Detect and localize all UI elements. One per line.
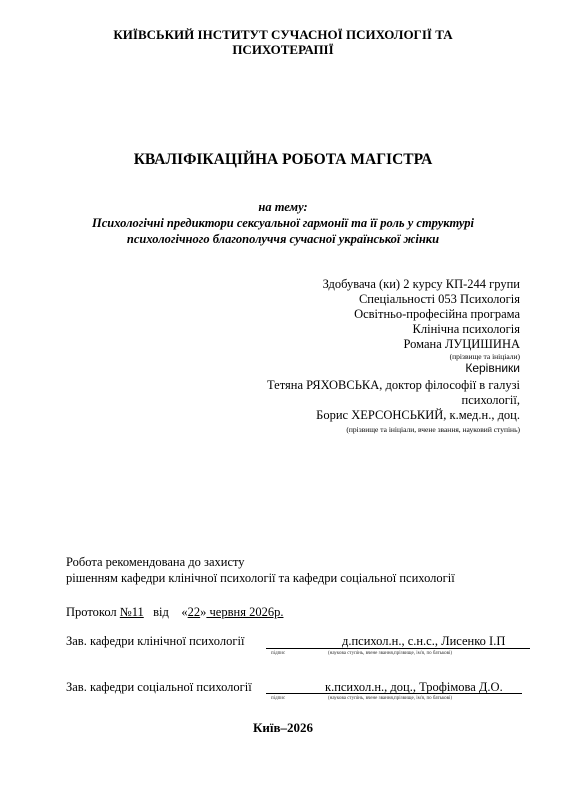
protocol-date-open: « — [181, 605, 188, 619]
student-name: Романа ЛУЦИШИНА — [403, 337, 520, 351]
institute-line-2: ПСИХОТЕРАПІЇ — [232, 42, 334, 57]
recommendation-line-2: рішенням кафедри клінічної психології та кафедри соціальної психології — [66, 571, 455, 585]
student-specialty: Спеціальності 053 Психологія — [358, 292, 520, 306]
head-clinical-sign-note: підпис — [271, 651, 286, 656]
document-title: КВАЛІФІКАЦІЙНА РОБОТА МАГІСТРА — [133, 151, 433, 168]
institute-name — [0, 27, 566, 57]
protocol-day: 22 — [187, 605, 201, 619]
protocol-prefix: Протокол — [66, 605, 120, 619]
protocol-month-year: червня 2026р. — [206, 605, 284, 619]
supervisor-1-cont: психології, — [461, 393, 520, 407]
recommendation — [66, 554, 455, 586]
recommendation-line-1: Робота рекомендована до захисту — [66, 555, 245, 569]
head-clinical-info-note: (наукова ступінь, вчене звання,прізвище, ім'я, по батькові) — [328, 651, 453, 656]
student-name-note: (прізвище та ініціали) — [449, 352, 520, 361]
head-social-person: к.психол.н., доц., Трофімова Д.О. — [325, 680, 503, 694]
footer-city-year: Київ–2026 — [252, 720, 314, 735]
institute-line-1: КИЇВСЬКИЙ ІНСТИТУТ СУЧАСНОЇ ПСИХОЛОГІЇ ТА — [113, 27, 453, 42]
topic-label: на тему: — [258, 200, 308, 214]
protocol-line — [66, 605, 283, 620]
supervisors-label: Керівники — [465, 361, 520, 375]
head-clinical-label: Зав. кафедри клінічної психології — [66, 634, 245, 648]
supervisors-note: (прізвище та ініціали, вчене звання, науковий ступінь) — [346, 425, 520, 434]
student-program: Освітньо-професійна програма — [354, 307, 520, 321]
protocol-date-close: » — [200, 605, 207, 619]
supervisor-2: Борис ХЕРСОНСЬКИЙ, к.мед.н., доц. — [316, 408, 520, 422]
supervisor-1: Тетяна РЯХОВСЬКА, доктор філософії в галузі — [267, 378, 520, 392]
student-course: Здобувача (ки) 2 курсу КП-244 групи — [322, 277, 520, 291]
protocol-from: від — [153, 605, 169, 619]
head-social-sign-note: підпис — [271, 696, 286, 701]
topic-line-1: Психологічні предиктори сексуальної гармонії та її роль у структурі — [91, 216, 474, 230]
topic-block — [0, 199, 566, 247]
head-clinical-person: д.психол.н., с.н.с., Лисенко І.П — [342, 634, 506, 648]
topic-line-2: психологічного благополуччя сучасної української жінки — [126, 232, 440, 246]
head-social-label: Зав. кафедри соціальної психології — [66, 680, 252, 694]
head-social-info-note: (наукова ступінь, вчене звання,прізвище, ім'я, по батькові) — [328, 696, 453, 701]
student-program-name: Клінічна психологія — [412, 322, 520, 336]
protocol-number: №11 — [119, 605, 144, 619]
